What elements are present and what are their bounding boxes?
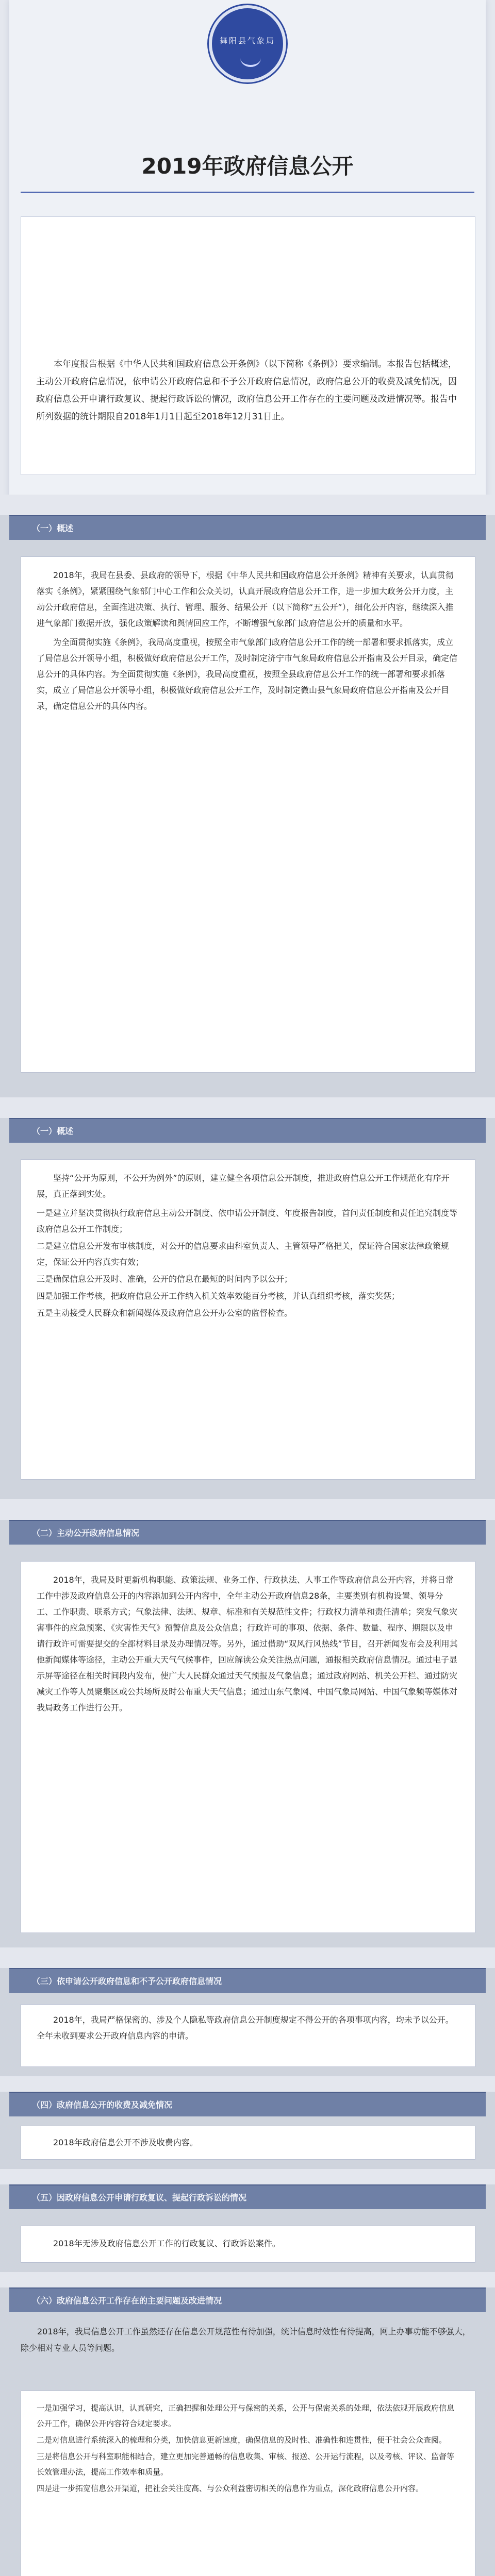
- spacer: [0, 495, 495, 515]
- section-panel: [21, 2391, 475, 2576]
- paragraph: 为全面贯彻实施《条例》，我局高度重视，按照全市气象部门政府信息公开工作的统一部署和要求抓落实，成立了局信息公开领导小组，积极做好政府信息公开工作，及时制定济宁市气象局政府信息公开指南及公开目录，确定信息公开的具体内容。为全面贯彻实施《条例》，我局高度重视，按照全县政府信息公开工作的统一部署和要求抓落实，成立了局信息公开领导小组，积极做好政府信息公开工作，及时制定微山县气象局政府信息公开指南及公开目录，确定信息公开的具体内容。: [37, 637, 458, 711]
- intro-panel: [21, 216, 475, 475]
- list-item: 一是加强学习，提高认识，认真研究，正确把握和处理公开与保密的关系，公开与保密关系的处理，依法依规开展政府信息公开工作，确保公开内容符合规定要求。: [37, 2403, 455, 2428]
- paragraph: 坚持“公开为原则，不公开为例外”的原则，建立健全各项信息公开制度，推进政府信息公开工作规范化有序开展，真正落到实处。: [37, 1173, 450, 1199]
- section-review: [0, 2184, 495, 2272]
- section-text: [37, 2134, 459, 2150]
- section-header: [9, 2092, 486, 2116]
- list-item: 五是主动接受人民群众和新闻媒体及政府信息公开办公室的监督检查。: [37, 1308, 293, 1318]
- title-divider: [21, 192, 474, 193]
- section-overview: [0, 515, 495, 1097]
- section-header: [9, 2184, 486, 2209]
- section-intro: [21, 2324, 474, 2359]
- section-panel: [21, 2004, 475, 2067]
- section-panel: [21, 2126, 475, 2160]
- spacer: [0, 2272, 495, 2287]
- spacer: [0, 1097, 495, 1118]
- section-system: [0, 1118, 495, 1499]
- list-item: 二是建立信息公开发布审核制度，对公开的信息要求由科室负责人、主管领导严格把关，保证符合国家法律政策规定，保证公开内容真实有效；: [37, 1241, 450, 1267]
- section-label: （四）政府信息公开的收费及减免情况: [32, 2100, 173, 2110]
- list-item: 三是将信息公开与科室职能相结合，建立更加完善通畅的信息收集、审核、报送、公开运行流程，以及考核、评议、监督等长效管理办法，提高工作效率和质量。: [37, 2452, 455, 2477]
- list-item: 四是进一步拓宽信息公开渠道，把社会关注度高、与公众利益密切相关的信息作为重点，深化政府信息公开内容。: [37, 2484, 424, 2493]
- paragraph: 2018年，我局严格保密的、涉及个人隐私等政府信息公开制度规定不得公开的各项事项内容，均未予以公开。全年未收到要求公开政府信息内容的申请。: [37, 2015, 454, 2041]
- section-text: [37, 2235, 459, 2251]
- section-panel: [21, 2226, 475, 2263]
- section-header: [9, 1520, 486, 1545]
- intro-text: 本年度报告根据《中华人民共和国政府信息公开条例》（以下简称《条例》）要求编制。本报告包括概述，主动公开政府信息情况，依申请公开政府信息和不予公开政府信息情况，政府信息公开的收费及减免情况，因政府信息公开申请行政复议、提起行政诉讼的情况，政府信息公开工作存在的主要问题及改进情况等。报告中所列数据的统计期限自2018年1月1日起至2018年12月31日止。: [36, 359, 457, 422]
- section-application: [0, 1968, 495, 2076]
- section-header: [9, 1118, 486, 1143]
- spacer: [0, 2076, 495, 2092]
- section-header: [9, 515, 486, 540]
- list-item: 一是建立并坚决贯彻执行政府信息主动公开制度、依申请公开制度、年度报告制度，首问责任制度和责任追究制度等政府信息公开工作制度；: [37, 1208, 458, 1234]
- section-text: [37, 1572, 459, 1716]
- section-label: （一）概述: [32, 1126, 74, 1136]
- section-active-disclosure: [0, 1520, 495, 1947]
- section-panel: [21, 1561, 475, 1933]
- section-label: （二）主动公开政府信息情况: [32, 1528, 140, 1538]
- section-text: [37, 2400, 459, 2497]
- list-item: 二是对信息进行系统深入的梳理和分类，加快信息更新速度，确保信息的及时性、准确性和连贯性，便于社会公众查阅。: [37, 2435, 447, 2445]
- paragraph: 2018年政府信息公开不涉及收费内容。: [53, 2138, 198, 2147]
- section-label: （三）依申请公开政府信息和不予公开政府信息情况: [32, 1976, 222, 1986]
- section-panel: [21, 1159, 475, 1480]
- page-title: 2019年政府信息公开: [141, 154, 354, 179]
- list-item: 四是加强工作考核，把政府信息公开工作纳入机关效率效能百分考核，并认真组织考核，落实奖惩；: [37, 1291, 400, 1301]
- logo-emblem-icon: [209, 5, 286, 82]
- paragraph: 2018年，我局信息公开工作虽然还存在信息公开规范性有待加强，统计信息时效性有待提高，网上办事功能不够强大，除少相对专业人员等问题。: [21, 2327, 471, 2353]
- section-label: （一）概述: [32, 523, 74, 533]
- section-fees: [0, 2092, 495, 2169]
- logo-text: 舞阳县气象局: [219, 36, 275, 45]
- spacer: [0, 2169, 495, 2184]
- section-label: （六）政府信息公开工作存在的主要问题及改进情况: [32, 2296, 222, 2306]
- section-panel: [21, 556, 475, 1073]
- section-label: （五）因政府信息公开申请行政复议、提起行政诉讼的情况: [32, 2193, 247, 2202]
- list-item: 三是确保信息公开及时、准确，公开的信息在最短的时间内予以公开；: [37, 1274, 293, 1284]
- section-problems: [0, 2287, 495, 2576]
- paragraph: 2018年，我局在县委、县政府的领导下，根据《中华人民共和国政府信息公开条例》精神有关要求，认真贯彻落实《条例》，紧紧围绕气象部门中心工作和公众关切，认真开展政府信息公开工作，进一步加大政务公开力度，主动公开政府信息，全面推进决策、执行、管理、服务、结果公开（以下简称“五公开”），细化公开内容，继续深入推进气象部门数据开放，强化政策解读和舆情回应工作，不断增强气象部门政府信息公开的质量和水平。: [37, 570, 454, 628]
- section-text: [37, 567, 459, 714]
- section-text: [37, 2012, 459, 2044]
- paragraph: 2018年无涉及政府信息公开工作的行政复议、行政诉讼案件。: [53, 2239, 280, 2248]
- paragraph: 2018年，我局及时更新机构职能、政策法规、业务工作、行政执法、人事工作等政府信息公开内容，并将日常工作中涉及政府信息公开的内容添加到公开内容中，全年主动公开政府信息28条，主要类别有机构设置、领导分工、工作职责、联系方式；气象法律、法规、规章、标准和有关规范性文件；行政权力清单和责任清单；突发气象灾害事件的应急预案、《灾害性天气》预警信息及公众信息；行政许可的事项、依据、条件、数量、程序、期限以及申请行政许可需要提交的全部材料目录及办理情况等。另外，通过借助“双风行风热线”节目，召开新闻发布会及利用其他新闻媒体等途径，主动公开重大天气气候事件，回应解读公众关注热点问题，通报相关政府信息情况。通过电子显示屏等途径在相关时间段内发布，使广大人民群众通过天气预报及气象信息；通过政府网站、机关公开栏、通过防灾减灾工作等人员聚集区或公共场所及时公布重大天气信息；通过山东气象网、中国气象局网站、中国气象频等媒体对我局政务工作进行公开。: [37, 1575, 458, 1713]
- cloud-icon: [240, 49, 261, 67]
- section-header: [9, 2287, 486, 2312]
- section-text: [37, 1170, 459, 1322]
- spacer: [0, 1499, 495, 1520]
- section-header: [9, 1968, 486, 1993]
- spacer: [0, 1947, 495, 1968]
